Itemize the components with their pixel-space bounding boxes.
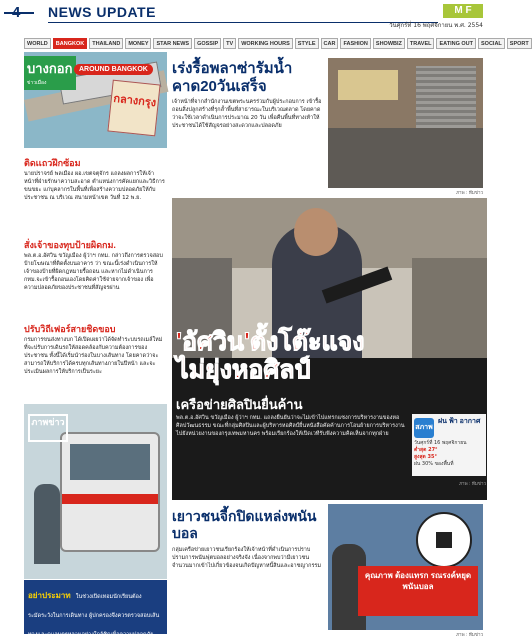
bus-window (70, 444, 150, 480)
page-header (0, 0, 491, 40)
lead-credit: ภาพ : ทีมข่าว (459, 482, 486, 487)
brief-3-headline: ปรับวิถีเฟอร์สายชิดขอบ (24, 324, 116, 334)
story-3-credit: ภาพ : ทีมข่าว (456, 633, 483, 638)
nav-item-star-news[interactable]: STAR NEWS (153, 38, 192, 49)
weather-rain: ฝน 30% ของพื้นที่ (414, 461, 454, 467)
news-brief-3 (24, 318, 167, 376)
photo-tag: ภาพข่าว (28, 414, 68, 442)
nav-item-gossip[interactable]: GOSSIP (194, 38, 221, 49)
around-bangkok-label: AROUND BANGKOK (74, 64, 153, 75)
lead-story (172, 198, 487, 500)
weather-date: วันศุกร์ที่ 16 พฤศจิกายน (414, 440, 467, 446)
lead-headline-name: 'อัศวิน' (176, 328, 250, 356)
bus-stripe (62, 494, 158, 504)
title-rule (48, 22, 438, 23)
story-3-headline: เยาวชนจี้กปิดแหล่งพนันบอล (172, 508, 317, 541)
nav-item-tv[interactable]: TV (223, 38, 236, 49)
nav-item-social[interactable]: SOCIAL (478, 38, 505, 49)
section-nav (24, 38, 529, 49)
football-icon (416, 512, 472, 568)
lead-headline (176, 328, 486, 384)
main-column (172, 52, 487, 640)
story-3-text: กลุ่มเครือข่ายเยาวชนเรียกร้องให้เจ้าหน้าที่ดำเนินการปราบปรามการพนันฟุตบอลอย่างจริงจัง เนื่องจากพบว่ามีเยาวชนจำนวนมากเข้าไปเกี่ยวข้องจนเกิดปัญหาหนี้สินและอาชญากรรม (172, 547, 322, 569)
nav-item-eating-out[interactable]: EATING OUT (436, 38, 476, 49)
crowd (328, 128, 483, 188)
photo-caption (24, 580, 167, 638)
shutter (416, 66, 476, 128)
story-1-headline: เร่งรื้อพลาซ่ารัมน้ำ คาด20วันเสร็จ (172, 60, 293, 95)
news-brief-1 (24, 152, 167, 202)
nav-item-world[interactable]: WORLD (24, 38, 51, 49)
brief-1-headline: ติดเเถวฝึกซ้อม (24, 158, 81, 168)
section-tag-title: บางกอก (27, 61, 73, 76)
poster-text: กลางกรุง (112, 92, 157, 110)
lead-headline-verb: ตั้งโต๊ะแจง (249, 328, 365, 356)
left-column (24, 52, 167, 640)
brief-3-text: กรมการขนส่งทางบก ได้เปิดเผยว่าได้จัดทำระบบรถเมล์ใหม่ ที่จะปรับการเดินรถให้สอดคล้องกับความต้องการของประชาชน ทั้งนี้ได้เริ่มนำร่องในบางเส้นทาง โดยคาดว่าจะสามารถให้บริการได้ครบทุกเส้นทางภายในปีหน้า และจะประเมินผลการให้บริการเป็นระยะ (24, 337, 163, 375)
protest-banner (358, 566, 478, 616)
nav-item-showbiz[interactable]: SHOWBIZ (373, 38, 405, 49)
weather-box (412, 414, 486, 476)
news-brief-2 (24, 234, 167, 292)
poster (107, 80, 160, 137)
brief-2-headline: สั่งเจ้าของทุบป้ายผิดกม. (24, 240, 116, 250)
lead-headline-line2: ไม่ยุ่งหอศิลป์ (176, 356, 311, 384)
nav-item-sport[interactable]: SPORT (507, 38, 532, 49)
nav-item-money[interactable]: MONEY (125, 38, 151, 49)
nav-item-style[interactable]: STYLE (295, 38, 319, 49)
caption-head: อย่าประมาท (28, 591, 71, 600)
bus-photo (24, 404, 167, 579)
caption-text: ในช่วงเปิดเทอมนักเรียนต้องระมัดระวังในการเดินทาง ผู้ปกครองจึงควรตรวจสอบเส้นทางและดูแลบุตรหลานอย่างใกล้ชิดเพื่อความปลอดภัย (28, 594, 160, 638)
nav-item-bangkok[interactable]: BANGKOK (53, 38, 87, 49)
around-bangkok-photo (24, 52, 167, 148)
protest-banner-text: คุณภาพ ต้องแทรก รณรงค์หยุดพนันบอล (364, 571, 472, 591)
nav-item-car[interactable]: CAR (321, 38, 339, 49)
weather-high: สูงสุด 35° (414, 454, 437, 460)
issue-date: วันศุกร์ที่ 16 พฤศจิกายน พ.ศ. 2554 (389, 22, 483, 29)
story-1-text: เจ้าหน้าที่จากสำนักงานเขตพระนครร่วมกับผู้ประกอบการ เข้ารื้อถอนสิ่งปลูกสร้างที่รุกล้ำพื้นที่สาธารณะในบริเวณตลาด โดยคาดว่าจะใช้เวลาดำเนินการประมาณ 20 วัน เพื่อคืนพื้นที่ทางเท้าให้ประชาชนได้ใช้สัญจรอย่างสะดวกและปลอดภัย (172, 99, 322, 129)
governor-face (294, 208, 338, 256)
nav-item-fashion[interactable]: FASHION (340, 38, 370, 49)
brief-1-text: นายปราจรย์ พลเมือง ผอ.เขตจตุจักร แถลงผลการให้เจ้าหน้าที่ฝ่ายรักษาความสะอาด ตำแหน่งการคัดแยกและวิธีการขนขยะ แก่บุคลากรในพื้นที่เพื่อสร้างความปลอดภัยให้กับประชาชน ณ บริเวณ สนามหน้าเขต วันที่ 12 พ.ย. (24, 171, 165, 201)
lead-text: พล.ต.อ.อัศวิน ขวัญเมือง ผู้ว่าฯ กทม. แถลงยืนยันว่าจะไม่เข้าไปแทรกแซงการบริหารงานของหอศิลปวัฒนธรรม ขณะที่กลุ่มศิลปินและผู้บริหารหอศิลป์ยื่นหนังสือคัดค้านการโอนย้ายการบริหารงานไปยังหน่วยงานของกรุงเทพมหานคร พร้อมเรียกร้องให้เปิดเวทีรับฟังความคิดเห็นจากทุกฝ่าย (176, 415, 405, 437)
page-number: 4 (12, 4, 21, 21)
nav-item-thailand[interactable]: THAILAND (89, 38, 123, 49)
shop-sign (338, 70, 398, 100)
story-1-credit: ภาพ : ทีมข่าว (456, 191, 483, 196)
bus-image (60, 432, 160, 552)
brand-logo: M F (443, 4, 483, 18)
story-1-photo (328, 58, 483, 188)
section-tag-sub: ข่าวเมือง (27, 80, 47, 86)
story-3-photo (328, 504, 483, 630)
person-figure (34, 484, 60, 564)
lead-subheadline: เครือข่ายศิลปินยื่นค้าน (176, 397, 303, 412)
brief-2-text: พล.ต.อ.อัศวิน ขวัญเมือง ผู้ว่าฯ กทม. กล่าวถึงการตรวจสอบป้ายโฆษณาที่ติดตั้งบนอาคาร ว่า ขณะนี้เร่งดำเนินการให้เจ้าของป้ายที่ผิดกฎหมายรื้อถอน และหากไม่ดำเนินการ กทม.จะเข้ารื้อถอนเองโดยคิดค่าใช้จ่ายจากเจ้าของ เพื่อความปลอดภัยของประชาชนที่สัญจรผ่าน (24, 253, 163, 291)
nav-item-working-hours[interactable]: WORKING HOURS (238, 38, 293, 49)
nav-item-travel[interactable]: TRAVEL (407, 38, 435, 49)
weather-low: ต่ำสุด 27° (414, 447, 438, 453)
weather-title: ฝน ฟ้า อากาศ (438, 418, 481, 425)
section-title: NEWS UPDATE (48, 4, 156, 20)
section-tag (24, 56, 76, 90)
weather-details (414, 440, 486, 468)
weather-icon: สภาพ (414, 418, 434, 438)
